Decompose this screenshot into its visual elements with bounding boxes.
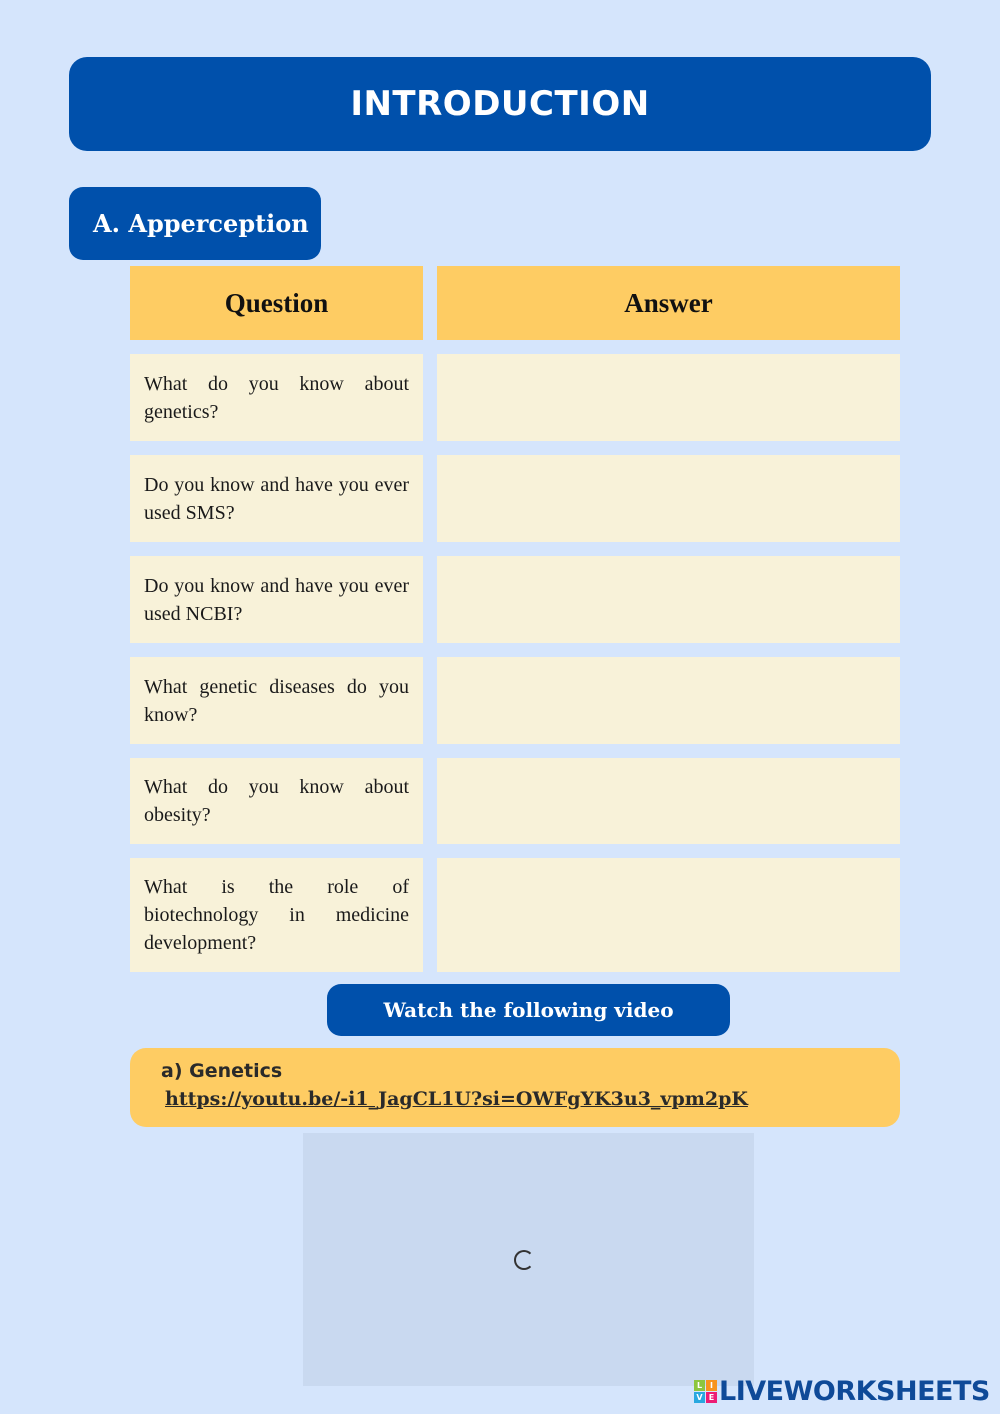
brand-grid-letter: I: [706, 1380, 717, 1391]
question-text: What do you know about obesity?: [144, 776, 409, 826]
question-text: Do you know and have you ever used SMS?: [144, 473, 409, 524]
question-text: Do you know and have you ever used NCBI?: [144, 574, 409, 625]
brand-name: LIVEWORKSHEETS: [719, 1375, 990, 1407]
answer-input[interactable]: [437, 455, 900, 542]
question-cell: [130, 657, 423, 744]
answer-input[interactable]: [437, 657, 900, 744]
brand-grid-letter: V: [694, 1392, 705, 1403]
answer-input[interactable]: [437, 354, 900, 441]
brand-logo: [694, 1375, 990, 1407]
section-label: A. Apperception: [93, 209, 309, 238]
brand-grid-letter: L: [694, 1380, 705, 1391]
answer-input[interactable]: [437, 758, 900, 844]
video-link-box: [130, 1048, 900, 1127]
answer-column-header: Answer: [437, 266, 900, 340]
answer-input[interactable]: [437, 858, 900, 972]
question-text: What do you know about genetics?: [144, 372, 409, 423]
question-column-header: Question: [130, 266, 423, 340]
title-banner: [69, 57, 931, 151]
video-item-label: a) Genetics: [161, 1060, 283, 1082]
question-cell: [130, 455, 423, 542]
question-text: What is the role of biotechnology in medicine development?: [144, 876, 409, 954]
question-cell: [130, 354, 423, 441]
watch-video-label: Watch the following video: [327, 984, 730, 1036]
brand-logo-icon: [694, 1380, 717, 1403]
answer-input[interactable]: [437, 556, 900, 643]
section-heading: [69, 187, 321, 260]
question-cell: [130, 758, 423, 844]
video-link[interactable]: https://youtu.be/-i1_JagCL1U?si=OWFgYK3u3_vpm2pK: [165, 1088, 748, 1110]
question-cell: [130, 858, 423, 972]
question-text: What genetic diseases do you know?: [144, 675, 409, 726]
page-title: INTRODUCTION: [350, 84, 650, 124]
loading-spinner-icon: [514, 1250, 534, 1270]
question-cell: [130, 556, 423, 643]
brand-grid-letter: E: [706, 1392, 717, 1403]
